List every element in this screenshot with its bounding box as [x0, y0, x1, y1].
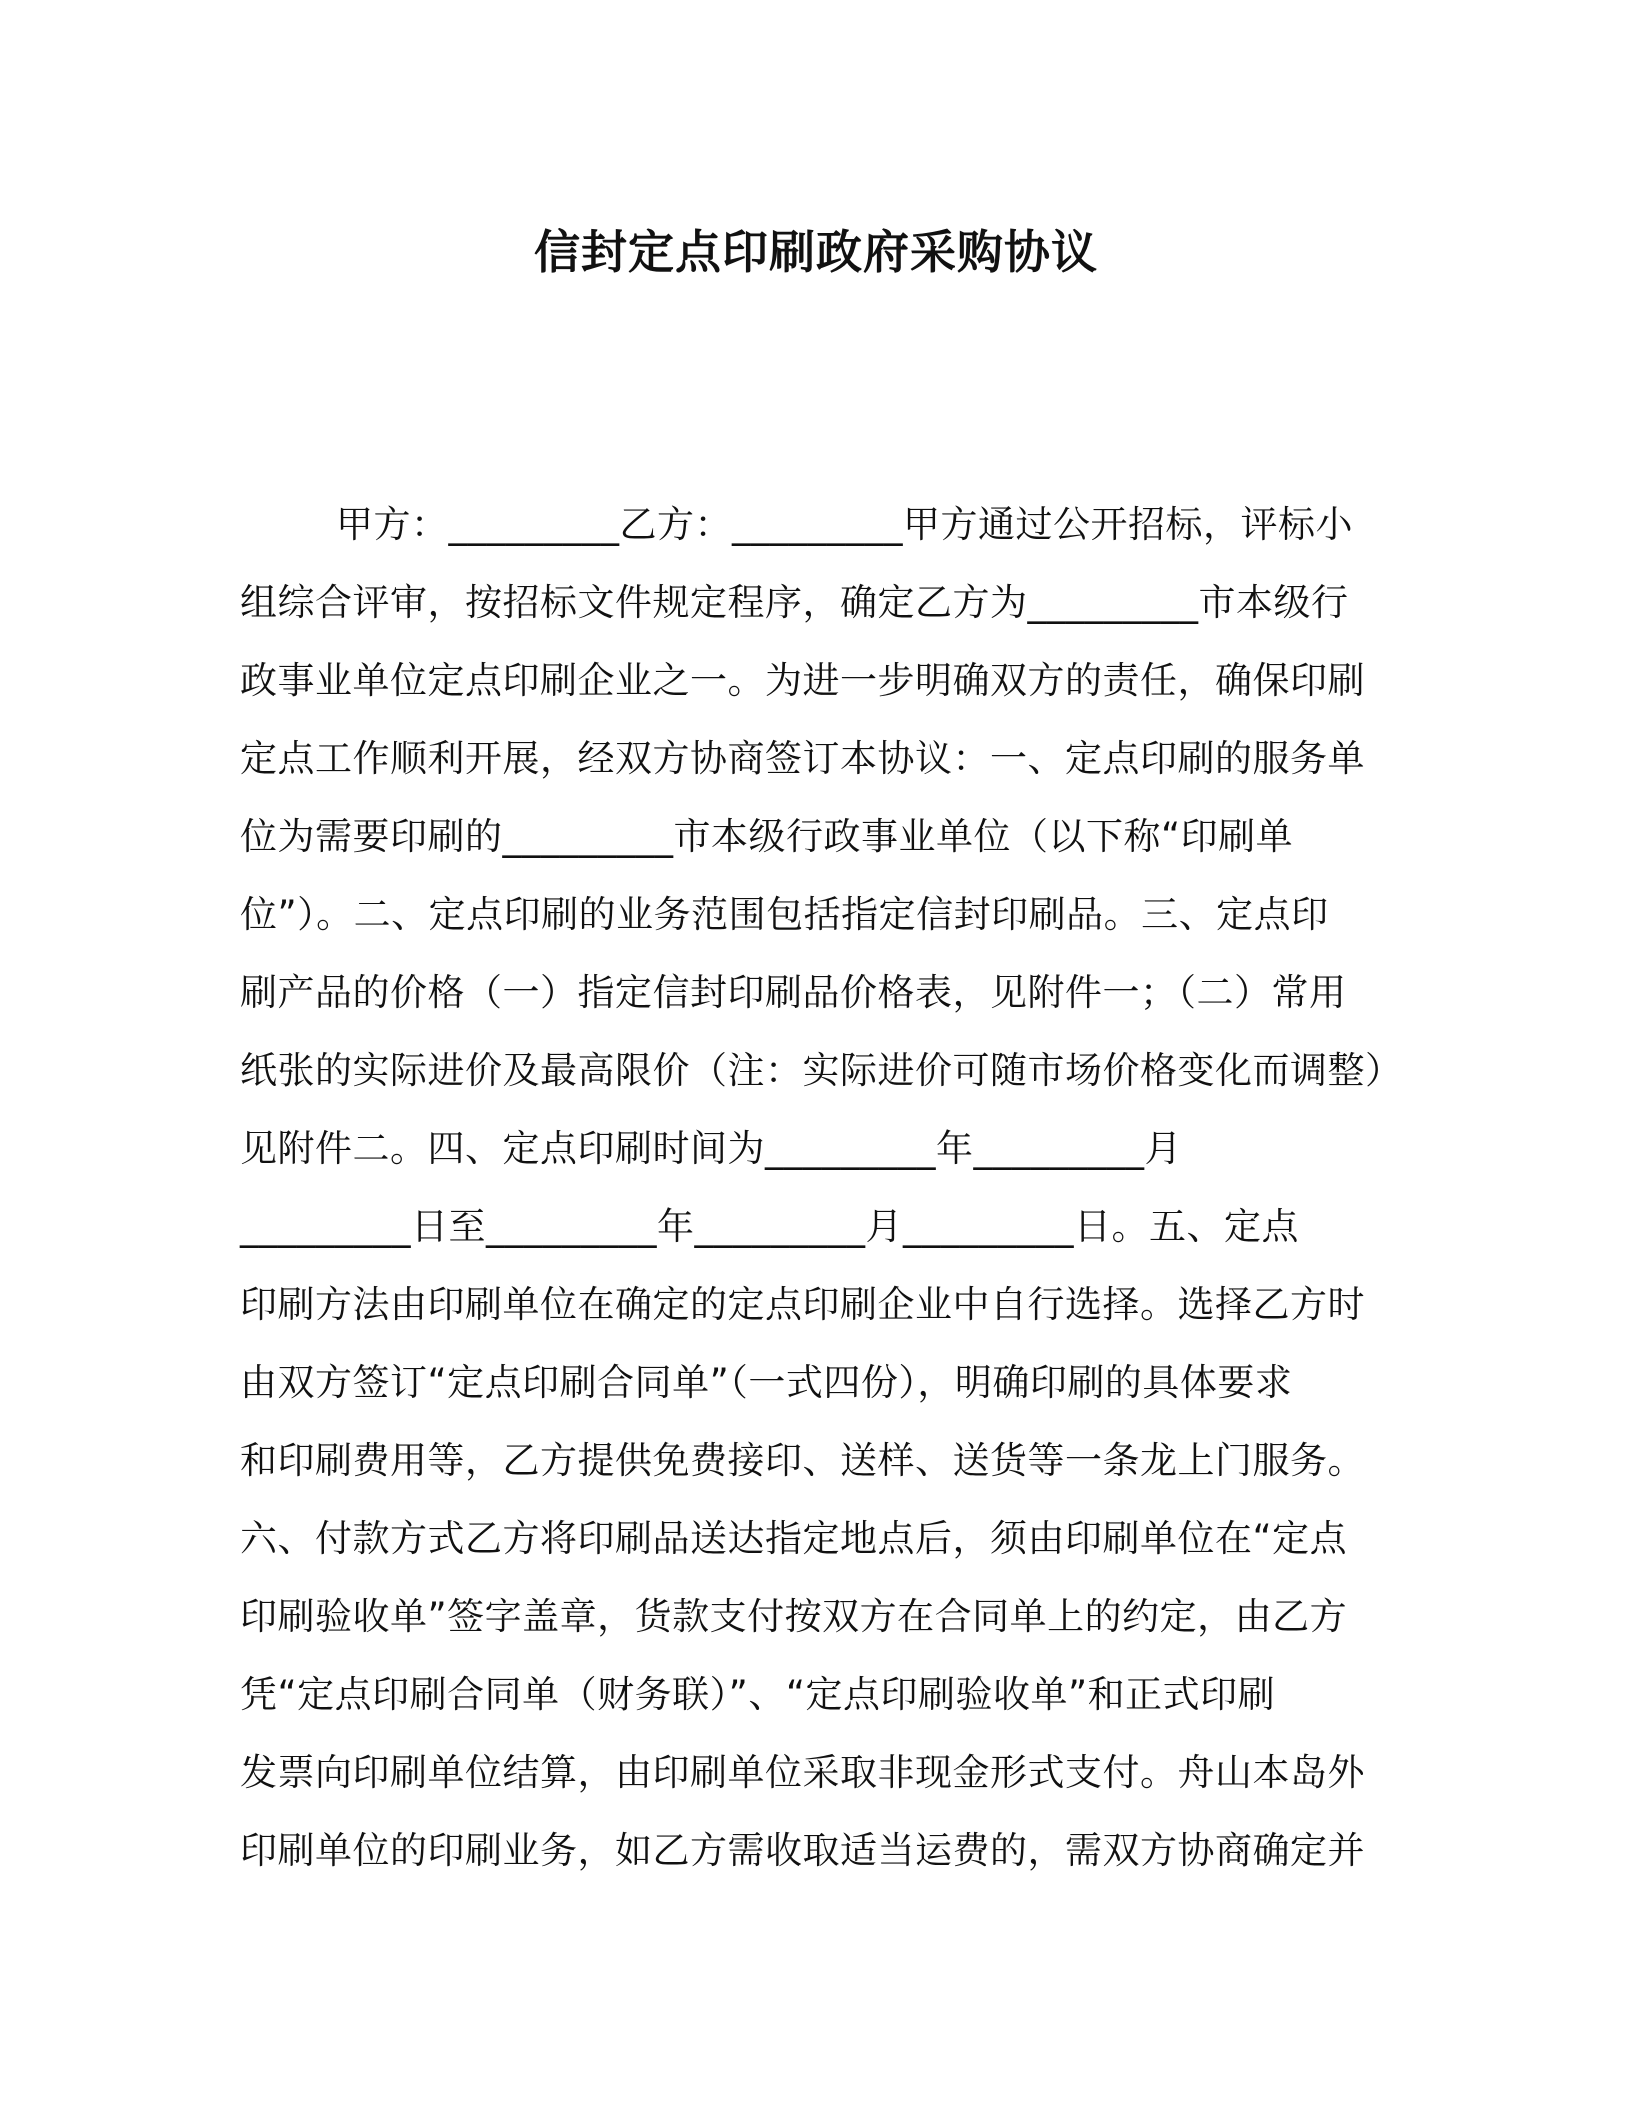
text-line: 政事业单位定点印刷企业之一。为进一步明确双方的责任，确保印刷 — [240, 659, 1365, 702]
document-body — [240, 486, 1403, 1890]
text-line: 和印刷费用等，乙方提供免费接印、送样、送货等一条龙上门服务。 — [240, 1439, 1365, 1482]
text-line: 甲方：_________乙方：_________甲方通过公开招标，评标小 — [336, 503, 1353, 546]
text-line: 刷产品的价格（一）指定信封印刷品价格表，见附件一；（二）常用 — [240, 971, 1347, 1014]
text-line: 六、付款方式乙方将印刷品送达指定地点后，须由印刷单位在“定点 — [240, 1517, 1348, 1560]
text-line: 纸张的实际进价及最高限价（注：实际进价可随市场价格变化而调整） — [240, 1049, 1403, 1092]
text-line: 由双方签订“定点印刷合同单”（一式四份），明确印刷的具体要求 — [240, 1361, 1293, 1404]
text-line: 凭“定点印刷合同单（财务联）”、“定点印刷验收单”和正式印刷 — [240, 1673, 1276, 1716]
text-line: 印刷单位的印刷业务，如乙方需收取适当运费的，需双方协商确定并 — [240, 1829, 1365, 1872]
text-line: 位为需要印刷的_________市本级行政事业单位（以下称“印刷单 — [240, 815, 1294, 858]
text-line: 组综合评审，按招标文件规定程序，确定乙方为_________市本级行 — [240, 581, 1349, 624]
text-line: 印刷验收单”签字盖章，货款支付按双方在合同单上的约定，由乙方 — [240, 1595, 1348, 1638]
text-line: 位”）。二、定点印刷的业务范围包括指定信封印刷品。三、定点印 — [240, 893, 1329, 936]
text-line: 定点工作顺利开展，经双方协商签订本协议：一、定点印刷的服务单 — [240, 737, 1365, 780]
text-line: _________日至_________年_________月_________日。五、定点 — [240, 1205, 1299, 1248]
document-title: 信封定点印刷政府采购协议 — [534, 225, 1098, 279]
text-line: 见附件二。四、定点印刷时间为_________年_________月 — [240, 1127, 1182, 1170]
text-line: 发票向印刷单位结算，由印刷单位采取非现金形式支付。舟山本岛外 — [240, 1751, 1365, 1794]
text-line: 印刷方法由印刷单位在确定的定点印刷企业中自行选择。选择乙方时 — [240, 1283, 1365, 1326]
